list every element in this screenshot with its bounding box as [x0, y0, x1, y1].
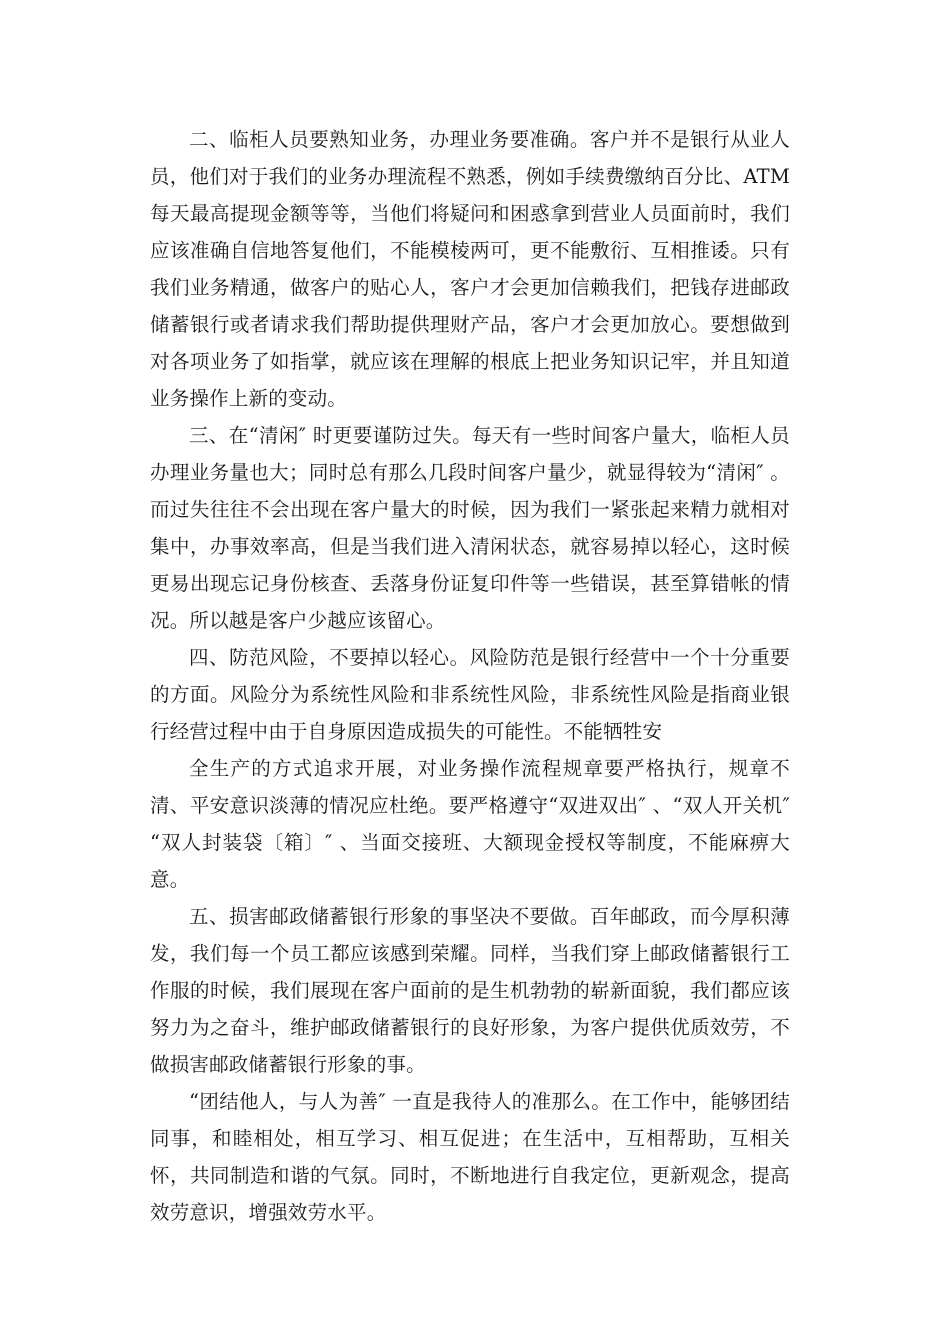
- paragraph-three-idle-time-caution: 三、在“清闲″ 时更要谨防过失。每天有一些时间客户量大，临柜人员办理业务量也大；同时总有那么几段时间客户量少，就显得较为“清闲″ 。而过失往往不会出现在客户量大的时候，因为我们一紧张起来精力就相对集中，办事效率高，但是当我们进入清闲状态，就容易掉以轻心，这时候更易出现忘记身份核查、丢落身份证复印件等一些错误，甚至算错帐的情况。所以越是客户少越应该留心。: [150, 424, 790, 632]
- paragraph-five-bank-image: 五、损害邮政储蓄银行形象的事坚决不要做。百年邮政，而今厚积薄发，我们每一个员工都应该感到荣耀。同样，当我们穿上邮政储蓄银行工作服的时候，我们展现在客户面前的是生机勃勃的崭新面貌，我们都应该努力为之奋斗，维护邮政储蓄银行的良好形象，为客户提供优质效劳，不做损害邮政储蓄银行形象的事。: [150, 905, 790, 1076]
- paragraph-unity-principle: “团结他人，与人为善″ 一直是我待人的准那么。在工作中，能够团结同事，和睦相处，相互学习、相互促进；在生活中，互相帮助，互相关怀，共同制造和谐的气氛。同时，不断地进行自我定位，更新观念，提高效劳意识，增强效劳水平。: [150, 1090, 790, 1224]
- paragraph-four-risk-prevention: 四、防范风险，不要掉以轻心。风险防范是银行经营中一个十分重要的方面。风险分为系统性风险和非系统性风险，非系统性风险是指商业银行经营过程中由于自身原因造成损失的可能性。不能牺牲安: [150, 646, 790, 743]
- document-body: [150, 121, 790, 1231]
- paragraph-safety-production: 全生产的方式追求开展，对业务操作流程规章要严格执行，规章不清、平安意识淡薄的情况应杜绝。要严格遵守“双进双出″ 、“双人开关机″ “双人封装袋〔箱〕″ 、当面交接班、大额现金授权等制度，不能麻痹大意。: [150, 757, 790, 891]
- paragraph-two-business-accuracy: 二、临柜人员要熟知业务，办理业务要准确。客户并不是银行从业人员，他们对于我们的业务办理流程不熟悉，例如手续费缴纳百分比、ATM每天最高提现金额等等，当他们将疑问和困惑拿到营业人员面前时，我们应该准确自信地答复他们，不能模棱两可，更不能敷衍、互相推诿。只有我们业务精通，做客户的贴心人，客户才会更加信赖我们，把钱存进邮政储蓄银行或者请求我们帮助提供理财产品，客户才会更加放心。要想做到对各项业务了如指掌，就应该在理解的根底上把业务知识记牢，并且知道业务操作上新的变动。: [150, 128, 790, 410]
